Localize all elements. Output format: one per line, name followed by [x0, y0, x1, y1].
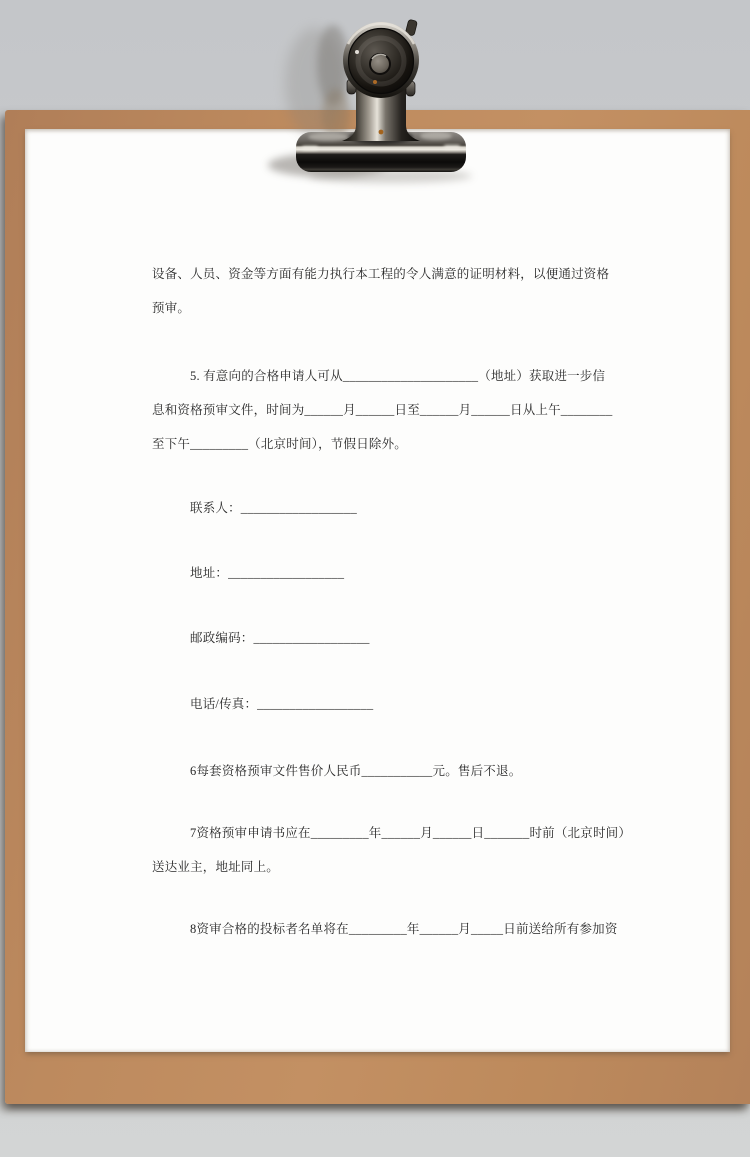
document-line: 5. 有意向的合格申请人可从_____________________（地址）获取进一步信	[190, 369, 606, 383]
clip-neck-glint	[379, 130, 384, 135]
document-line: 设备、人员、资金等方面有能力执行本工程的令人满意的证明材料，以便通过资格	[152, 267, 610, 281]
document-content	[25, 129, 730, 946]
document-line: 息和资格预审文件，时间为______月______日至______月______日从上午________	[152, 403, 613, 417]
document-line: 联系人：__________________	[190, 501, 357, 515]
document-line: 邮政编码：__________________	[190, 631, 370, 645]
document-line: 地址：__________________	[190, 566, 345, 580]
paper-sheet	[25, 129, 730, 1052]
clip-bar-highlight	[444, 145, 460, 149]
clip-bar-reflection	[308, 133, 348, 141]
document-line: 预审。	[152, 301, 191, 315]
clip-bar-reflection	[420, 132, 452, 140]
clip-bar-highlight	[302, 146, 318, 150]
document-line: 8资审合格的投标者名单将在_________年______月_____日前送给所有参加资	[190, 922, 618, 936]
document-line: 至下午_________（北京时间），节假日除外。	[152, 437, 408, 451]
clip-knob-glint	[355, 50, 359, 54]
document-line: 7资格预审申请书应在_________年______月______日_______时前（北京时间）	[190, 826, 632, 840]
document-line: 送达业主，地址同上。	[152, 860, 280, 874]
binder-clip	[240, 15, 490, 190]
document-line: 6每套资格预审文件售价人民币___________元。售后不退。	[190, 764, 522, 778]
document-line: 电话/传真：__________________	[190, 697, 374, 711]
clip-knob-glint-orange	[373, 80, 377, 84]
